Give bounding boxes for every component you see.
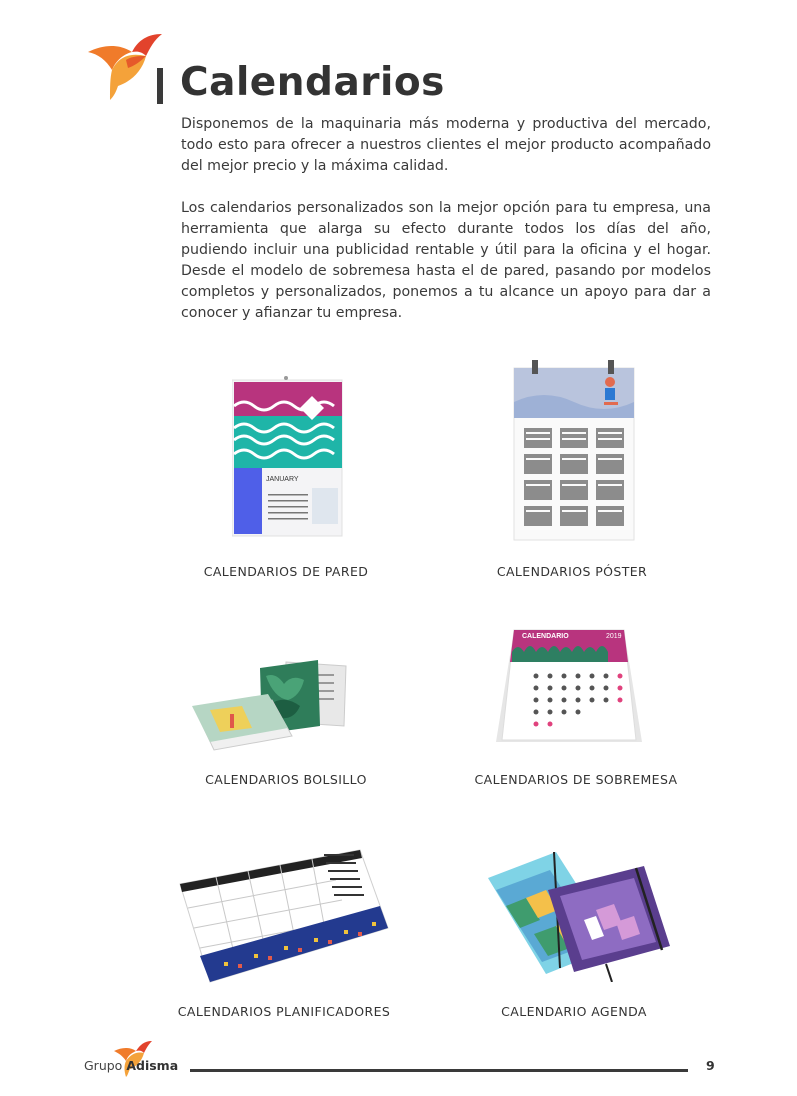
footer-divider [190,1069,688,1072]
caption-sobremesa: CALENDARIOS DE SOBREMESA [474,772,678,787]
caption-planificadores: CALENDARIOS PLANIFICADORES [177,1004,391,1019]
page-number: 9 [706,1058,715,1073]
caption-bolsillo: CALENDARIOS BOLSILLO [205,772,367,787]
desk-calendar-image [494,624,644,746]
caption-poster: CALENDARIOS PÓSTER [496,564,648,579]
planner-calendar-image [176,844,394,986]
intro-text [181,114,711,345]
pocket-calendar-image [190,656,348,754]
page-title: Calendarios [180,60,445,105]
footer-brand-part-2: Adisma [126,1058,179,1073]
intro-paragraph-1: Disponemos de la maquinaria más moderna y productiva del mercado, todo esto para ofrecer a nuestros clientes el mejor producto acompañado del mejor precio y la máxima calidad. [181,116,711,174]
wall-calendar-image [232,376,344,538]
wall-calendar-month: JANUARY [266,476,299,483]
bird-logo-icon [86,30,164,102]
poster-calendar-image [512,358,636,542]
caption-agenda: CALENDARIO AGENDA [501,1004,647,1019]
title-accent-bar [157,68,163,104]
intro-paragraph-2: Los calendarios personalizados son la mejor opción para tu empresa, una herramienta que alarga su efecto durante todos los días del año, pudiendo incluir una publicidad rentable y útil para la oficina y el hogar. Desde el modelo de sobremesa hasta el de pared, pasando por modelos completos y personalizados, ponemos a tu alcance un apoyo para dar a conocer y afianzar tu empresa. [181,200,711,321]
desk-calendar-year: 2019 [606,633,622,640]
footer-brand-name [84,1058,178,1073]
agenda-calendar-image [486,850,672,982]
desk-calendar-label: CALENDARIO [522,633,569,640]
caption-pared: CALENDARIOS DE PARED [203,564,369,579]
footer-brand-part-1: Grupo [84,1058,123,1073]
